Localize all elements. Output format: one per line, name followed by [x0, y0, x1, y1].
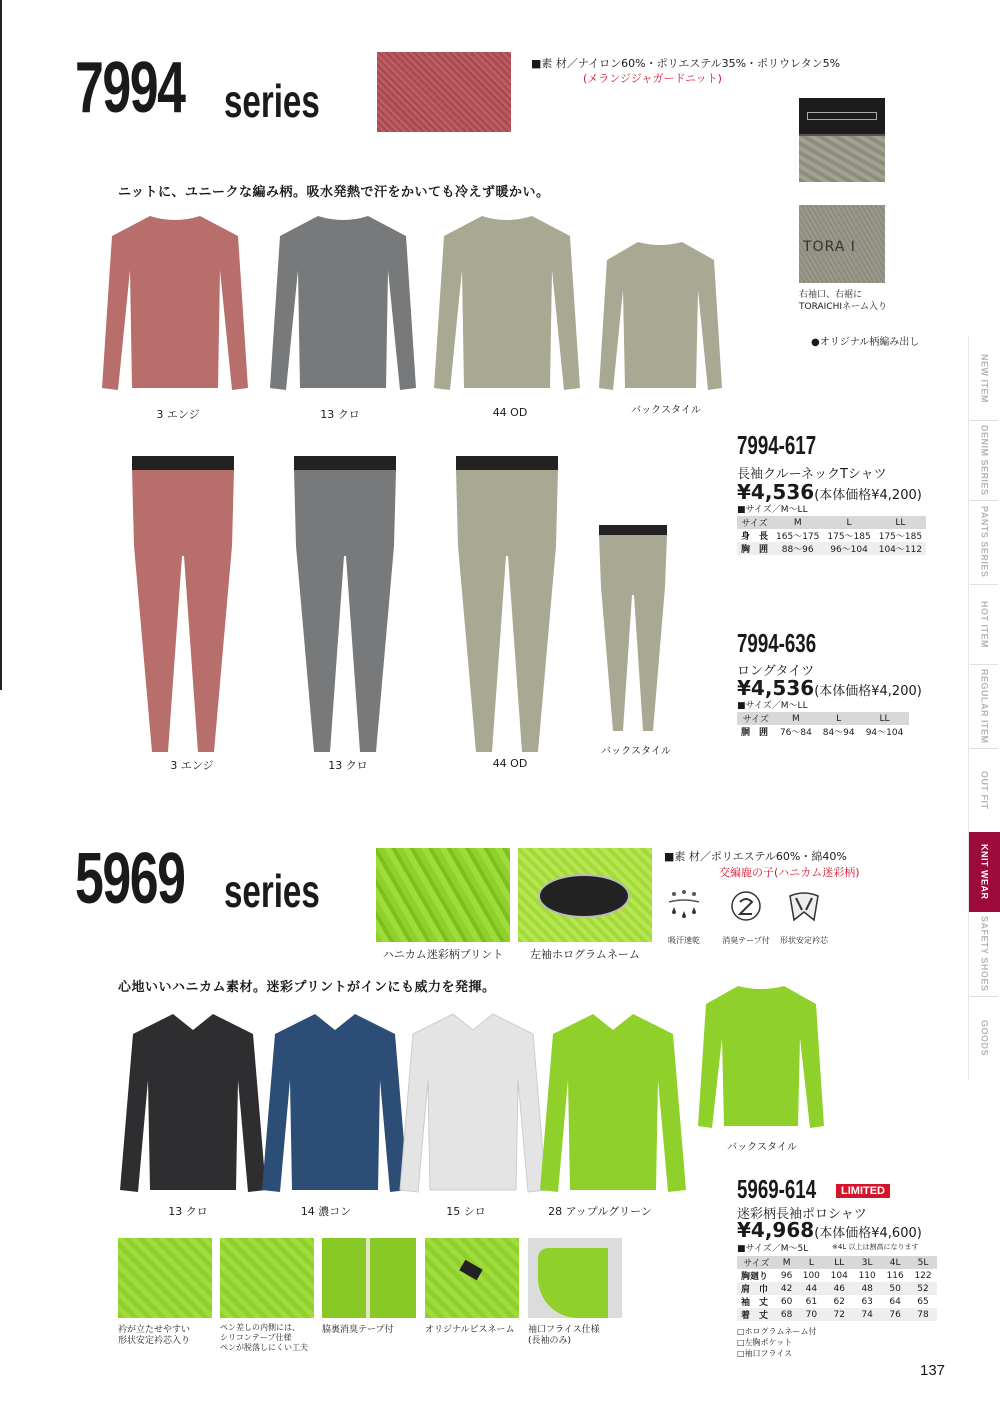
polo-image-green [538, 1010, 688, 1198]
size-cell: 63 [861, 1296, 873, 1307]
size-cell: 116 [886, 1270, 904, 1281]
feature-cuff: □袖口フライス [737, 1349, 793, 1358]
price-614 [737, 1218, 922, 1242]
size-cell: 104〜112 [875, 542, 926, 555]
material-text: ■素 材／ナイロン60%・ポリエステル35%・ポリウレタン5% [531, 57, 841, 70]
size-row-label: 肩 巾 [737, 1282, 776, 1295]
size-header: サイズ [737, 712, 775, 725]
tights-label-enji: 3 エンジ [170, 759, 214, 772]
side-tab-out-fit[interactable]: OUT FIT [968, 748, 1000, 832]
product-code-614: 5969-614 [737, 1174, 817, 1204]
price-617 [737, 480, 922, 504]
size-cell: 78 [909, 1308, 937, 1321]
price-value-617: ¥4,536 [737, 480, 815, 504]
price-636 [737, 676, 922, 700]
product-name-636: ロングタイツ [737, 664, 815, 679]
polo-label-kuro: 13 クロ [168, 1205, 208, 1218]
detail-caption-5a: 袖口フライス仕様 [528, 1325, 600, 1335]
polo-back-label: バックスタイル [727, 1142, 797, 1153]
size-cell: 104 [830, 1270, 848, 1281]
polo-label-green: 28 アップルグリーン [548, 1205, 652, 1218]
size-row-label: 身 長 [741, 532, 769, 542]
size-cell: 100 [802, 1270, 820, 1281]
side-tab-safety-shoes[interactable]: SAFETY SHOES [968, 912, 1000, 996]
detail-caption-1b: 形状安定衿芯入り [118, 1336, 191, 1346]
price-base-617: (本体価格¥4,200) [814, 488, 922, 503]
size-header: 4L [881, 1256, 909, 1269]
detail-caption-2b: シリコンテープ仕様 [220, 1333, 292, 1342]
tights-label-od: 44 OD [492, 757, 528, 770]
feature-pocket: □左胸ポケット [737, 1338, 793, 1347]
size-range-636: ■サイズ／M〜LL [737, 701, 808, 711]
size-cell: 165〜175 [776, 532, 820, 542]
size-cell: 42 [776, 1282, 798, 1295]
deodorant-tape-icon [726, 886, 766, 928]
shirt-label-enji: 3 エンジ [156, 408, 200, 421]
fabric-swatch [377, 52, 511, 132]
size-range-614: ■サイズ／M〜5L [737, 1244, 809, 1254]
material-note: (メランジジャガードニット) [583, 72, 722, 85]
size-cell: 48 [853, 1282, 881, 1295]
size-header: M [772, 516, 823, 529]
tights-image-kuro [290, 456, 400, 756]
size-header: LL [860, 712, 909, 725]
side-tab-knit-wear[interactable]: KNIT WEAR [968, 832, 1000, 912]
feature-hologram: □ホログラムネーム付 [737, 1327, 817, 1336]
series-word: series [224, 75, 320, 127]
polo-image-kuro [118, 1010, 268, 1198]
shirt-image-enji [100, 210, 250, 396]
price-value-636: ¥4,536 [737, 676, 815, 700]
size-header: サイズ [737, 1256, 776, 1269]
tights-label-kuro: 13 クロ [328, 759, 368, 772]
series-word-b: series [224, 865, 320, 917]
side-tab-hot-item[interactable]: HOT ITEM [968, 584, 1000, 664]
detail-caption-2c: ペンが脱落しにくい工夫 [220, 1343, 308, 1352]
icon-label-collar: 形状安定衿芯 [780, 936, 828, 945]
side-tab-pants-series[interactable]: PANTS SERIES [968, 500, 1000, 584]
side-tab-regular-item[interactable]: REGULAR ITEM [968, 664, 1000, 748]
shirt-image-kuro [268, 210, 418, 396]
product-name-614: 迷彩柄長袖ポロシャツ [737, 1207, 867, 1222]
detail-caption-line1: 右袖口、右裾に [799, 290, 863, 300]
size-cell: 72 [825, 1308, 853, 1321]
size-header: 5L [909, 1256, 937, 1269]
tights-back-image [597, 525, 669, 733]
size-cell: 96 [780, 1270, 793, 1281]
shirt-back-label: バックスタイル [631, 405, 701, 416]
detail-collar-image [118, 1238, 212, 1318]
margin-rule [0, 0, 2, 690]
price-base-614: (本体価格¥4,600) [814, 1226, 922, 1241]
product-name-617: 長袖クルーネックTシャツ [737, 467, 887, 482]
size-cell: 61 [805, 1296, 818, 1307]
price-base-636: (本体価格¥4,200) [814, 684, 922, 699]
swatch2-label: 左袖ホログラムネーム [530, 948, 640, 961]
hologram-name-swatch [518, 848, 652, 942]
size-note-614: ※4L 以上は割高になります [832, 1243, 919, 1251]
detail-tape-image [322, 1238, 416, 1318]
size-cell: 52 [909, 1282, 937, 1295]
original-pattern-note: ●オリジナル柄編み出し [811, 337, 920, 348]
size-cell: 62 [833, 1296, 845, 1307]
series-b-tagline: 心地いいハニカム素材。迷彩プリントがインにも威力を発揮。 [118, 980, 496, 995]
size-cell: 65 [917, 1296, 929, 1307]
size-cell: 74 [853, 1308, 881, 1321]
size-header: 3L [853, 1256, 881, 1269]
size-cell: 175〜185 [827, 532, 871, 542]
shirt-image-od [432, 210, 582, 396]
material-note-b: 交編鹿の子(ハニカム迷彩柄) [719, 866, 860, 879]
size-header: L [823, 516, 874, 529]
detail-caption-4: オリジナルピスネーム [425, 1325, 515, 1335]
size-header: LL [825, 1256, 853, 1269]
detail-caption-line2: TORAICHIネーム入り [799, 302, 887, 312]
size-table-617 [737, 516, 926, 555]
size-cell: 50 [881, 1282, 909, 1295]
detail-caption-3: 脇裏消臭テープ付 [322, 1325, 394, 1335]
size-row-label: 胸 囲 [737, 542, 772, 555]
size-cell: 76〜84 [779, 728, 812, 738]
size-row-label: 胸廻り [741, 1272, 769, 1282]
size-cell: 84〜94 [822, 728, 855, 738]
size-cell: 60 [780, 1296, 793, 1307]
size-header: L [797, 1256, 825, 1269]
size-header: L [817, 712, 860, 725]
side-tab-denim-series[interactable]: DENIM SERIES [968, 420, 1000, 500]
size-header: M [776, 1256, 798, 1269]
series-number-b: 5969 [75, 839, 185, 919]
size-row-label: 胴 囲 [741, 728, 769, 738]
icon-label-sweat: 吸汗速乾 [668, 936, 700, 945]
detail-pen-image [220, 1238, 314, 1318]
cuff-brand-text: TORA I [803, 239, 856, 255]
size-table-636 [737, 712, 909, 738]
size-table-614 [737, 1256, 937, 1321]
swatch1-label: ハニカム迷彩柄プリント [382, 948, 504, 961]
cuff-detail-image [799, 205, 885, 283]
series-number: 7994 [75, 48, 185, 128]
detail-caption-2a: ペン差しの内側には、 [220, 1323, 300, 1332]
product-code-617: 7994-617 [737, 430, 817, 460]
side-tab-new-item[interactable]: NEW ITEM [968, 336, 1000, 420]
size-header: サイズ [737, 516, 772, 529]
size-header: M [775, 712, 818, 725]
material-text-b: ■素 材／ポリエステル60%・綿40% [664, 850, 847, 863]
honeycomb-print-swatch [376, 848, 510, 942]
size-cell: 110 [858, 1270, 876, 1281]
size-cell: 175〜185 [878, 532, 923, 542]
limited-badge: LIMITED [836, 1184, 890, 1198]
collar-shape-icon [784, 886, 824, 928]
shirt-label-kuro: 13 クロ [320, 408, 360, 421]
size-header: LL [875, 516, 926, 529]
detail-pisname-image [425, 1238, 519, 1318]
polo-image-nokon [260, 1010, 410, 1198]
polo-back-image [696, 982, 826, 1132]
size-cell: 64 [889, 1296, 901, 1307]
size-cell: 88〜96 [772, 542, 823, 555]
shirt-label-od: 44 OD [492, 406, 528, 419]
icon-label-deodorant: 消臭テープ付 [722, 936, 770, 945]
shirt-back-image [598, 238, 723, 396]
size-cell: 122 [914, 1270, 932, 1281]
size-range-617: ■サイズ／M〜LL [737, 505, 808, 515]
polo-label-shiro: 15 シロ [446, 1205, 486, 1218]
tights-back-label: バックスタイル [601, 746, 671, 757]
detail-caption-1a: 衿が立たせやすい [118, 1325, 191, 1335]
size-cell: 70 [797, 1308, 825, 1321]
size-row-label: 袖 丈 [741, 1298, 769, 1308]
series-a-tagline: ニットに、ユニークな編み柄。吸水発熱で汗をかいても冷えず暖かい。 [118, 185, 550, 200]
polo-image-shiro [398, 1010, 548, 1198]
detail-cuff-image [528, 1238, 622, 1318]
size-cell: 76 [881, 1308, 909, 1321]
size-cell: 46 [825, 1282, 853, 1295]
tights-image-od [452, 456, 562, 756]
waistband-detail-image [799, 98, 885, 182]
size-row-label: 着 丈 [737, 1308, 776, 1321]
size-cell: 68 [776, 1308, 798, 1321]
size-cell: 96〜104 [823, 542, 874, 555]
side-tab-goods[interactable]: GOODS [968, 996, 1000, 1080]
size-cell: 44 [797, 1282, 825, 1295]
product-code-636: 7994-636 [737, 628, 817, 658]
tights-image-enji [128, 456, 238, 756]
size-cell: 94〜104 [865, 728, 904, 738]
polo-label-nokon: 14 濃コン [300, 1205, 352, 1218]
price-value-614: ¥4,968 [737, 1218, 815, 1242]
page-number: 137 [920, 1362, 946, 1379]
detail-caption-5b: (長袖のみ) [528, 1336, 572, 1346]
sweat-drop-icon [664, 886, 704, 928]
